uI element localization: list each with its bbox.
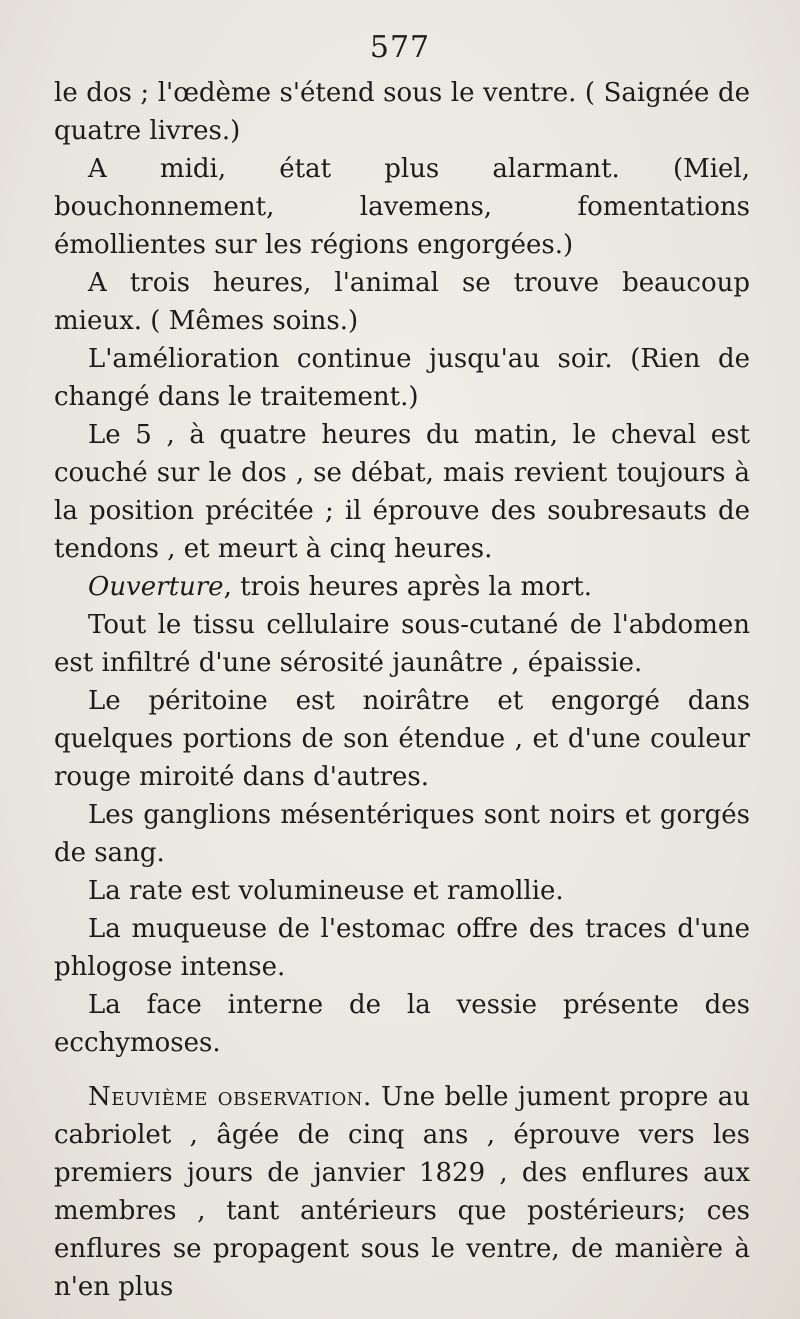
observation-paragraph: [54, 1078, 750, 1306]
observation-heading: Neuvième observation.: [88, 1082, 372, 1112]
ouverture-paragraph: [54, 568, 750, 606]
paragraph: Le 5 , à quatre heures du matin, le cheval est couché sur le dos , se débat, mais revient toujours à la position précitée ; il éprouve des soubresauts de tendons , et meurt à cinq heures.: [54, 420, 750, 564]
paragraph: A trois heures, l'animal se trouve beaucoup mieux. ( Mêmes soins.): [54, 268, 750, 336]
ouverture-text: , trois heures après la mort.: [223, 572, 592, 602]
body-text: [54, 74, 750, 1306]
paragraph: La muqueuse de l'estomac offre des traces d'une phlogose intense.: [54, 914, 750, 982]
paragraph: Le péritoine est noirâtre et engorgé dans quelques portions de son étendue , et d'une couleur rouge miroité dans d'autres.: [54, 686, 750, 792]
paragraph: Tout le tissu cellulaire sous-cutané de l'abdomen est infiltré d'une sérosité jaunâtre , épaissie.: [54, 610, 750, 678]
paragraph: Les ganglions mésentériques sont noirs et gorgés de sang.: [54, 800, 750, 868]
paragraph: L'amélioration continue jusqu'au soir. (Rien de changé dans le traitement.): [54, 344, 750, 412]
page-number: 577: [369, 30, 431, 65]
paragraph: La face interne de la vessie présente des ecchymoses.: [54, 990, 750, 1058]
observation-text: Une belle jument propre au cabriolet , âgée de cinq ans , éprouve vers les premiers jours de janvier 1829 , des enflures aux membres , tant antérieurs que postérieurs; ces enflures se propagent sous le ventre, de manière à n'en plus: [54, 1082, 751, 1302]
paragraph: La rate est volumineuse et ramollie.: [88, 876, 564, 906]
paragraph: A midi, état plus alarmant. (Miel, bouchonnement, lavemens, fomentations émollientes sur les régions engorgées.): [54, 154, 750, 260]
ouverture-label: Ouverture: [88, 572, 224, 602]
paragraph: le dos ; l'œdème s'étend sous le ventre. ( Saignée de quatre livres.): [54, 78, 750, 146]
